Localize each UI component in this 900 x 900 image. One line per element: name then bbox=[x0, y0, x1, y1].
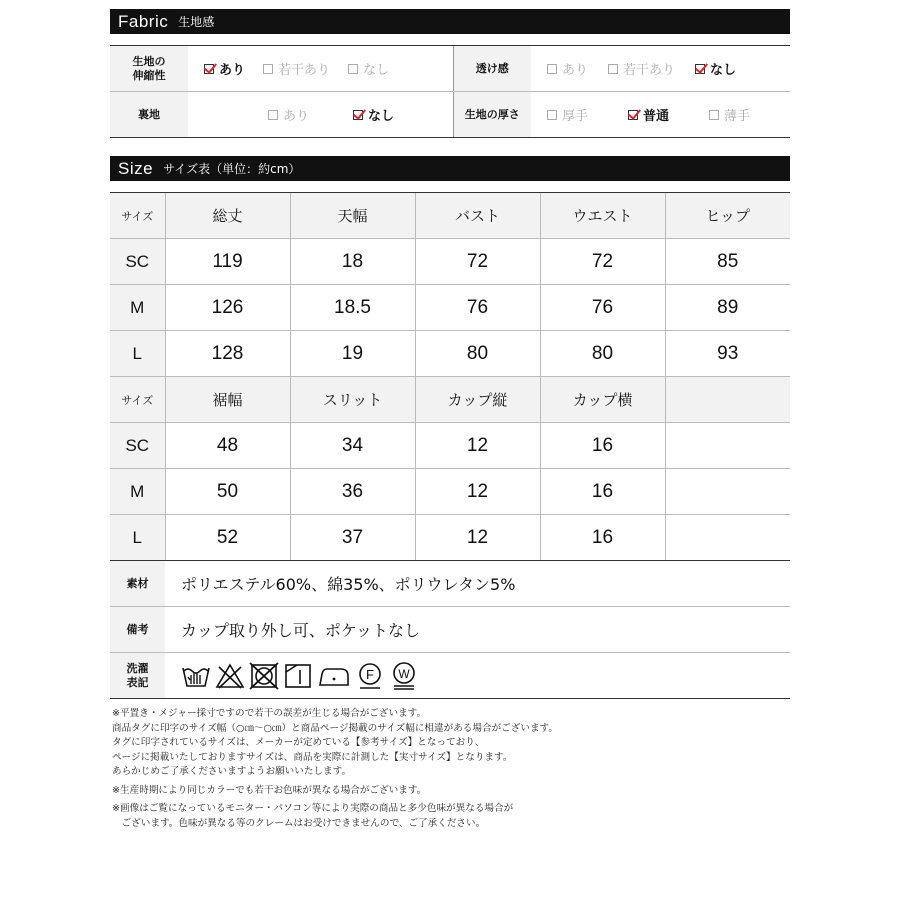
stretch-label bbox=[110, 46, 188, 92]
size-value-cell: 16 bbox=[540, 423, 665, 469]
line-dry-icon bbox=[283, 662, 313, 690]
thickness-option-0 bbox=[547, 105, 588, 124]
size-value-cell: 16 bbox=[540, 515, 665, 561]
thickness-options bbox=[531, 92, 790, 138]
size-subtitle: サイズ表（単位：約cm） bbox=[163, 162, 301, 176]
stretch-label-line: 伸縮性 bbox=[132, 68, 166, 82]
size-value-cell: 50 bbox=[165, 469, 290, 515]
empty-box-icon bbox=[263, 64, 273, 74]
size-header-cell: ウエスト bbox=[540, 193, 665, 239]
stretch-option-2 bbox=[348, 59, 389, 78]
no-bleach-icon bbox=[215, 662, 245, 690]
info-table bbox=[110, 561, 790, 699]
low-iron-icon bbox=[317, 662, 351, 690]
size-header-cell: スリット bbox=[290, 377, 415, 423]
size-column-label: サイズ bbox=[110, 193, 165, 239]
size-value-cell: 126 bbox=[165, 285, 290, 331]
size-value-cell: 18 bbox=[290, 239, 415, 285]
note-line: ※生産時期により同じカラーでも若干お色味が異なる場合がございます。 bbox=[112, 784, 427, 796]
thickness-option-2 bbox=[709, 105, 750, 124]
remarks-label: 備考 bbox=[110, 607, 165, 653]
fabric-table bbox=[110, 46, 790, 138]
size-value-cell: 36 bbox=[290, 469, 415, 515]
size-value-cell: 80 bbox=[415, 331, 540, 377]
remarks-row bbox=[110, 607, 790, 653]
size-name-cell: SC bbox=[110, 239, 165, 285]
dry-clean-f-icon bbox=[355, 662, 385, 690]
care-label-text bbox=[127, 662, 149, 689]
care-row bbox=[110, 653, 790, 699]
thickness-option-label: 厚手 bbox=[562, 109, 589, 124]
size-row bbox=[110, 331, 790, 377]
note-line: ※平置き・メジャー採寸ですので若干の誤差が生じる場合がございます。 bbox=[112, 708, 427, 719]
stretch-option-1 bbox=[263, 59, 330, 78]
lining-option-label: なし bbox=[368, 109, 395, 124]
remarks-value: カップ取り外し可、ポケットなし bbox=[165, 607, 790, 653]
stretch-options bbox=[188, 46, 453, 92]
sheer-options bbox=[531, 46, 790, 92]
size-name-cell: SC bbox=[110, 423, 165, 469]
size-value-cell: 48 bbox=[165, 423, 290, 469]
size-table bbox=[110, 193, 790, 561]
note-line: ページに掲載いたしておりますサイズは、商品を実際に計測した【実寸サイズ】となります。 bbox=[112, 751, 513, 763]
size-value-cell: 128 bbox=[165, 331, 290, 377]
size-value-cell: 85 bbox=[665, 239, 790, 285]
svg-text:F: F bbox=[366, 666, 374, 682]
thickness-option-label: 薄手 bbox=[724, 109, 751, 124]
sheer-option-2 bbox=[695, 59, 736, 78]
fabric-row-stretch-sheer bbox=[110, 46, 790, 92]
care-icons bbox=[165, 653, 790, 699]
sheer-option-0 bbox=[547, 59, 588, 78]
size-value-cell: 52 bbox=[165, 515, 290, 561]
size-header-cell: カップ横 bbox=[540, 377, 665, 423]
size-header-cell: バスト bbox=[415, 193, 540, 239]
thickness-option-1 bbox=[628, 105, 669, 124]
thickness-label: 生地の厚さ bbox=[453, 92, 531, 138]
stretch-label-line: 生地の bbox=[132, 54, 166, 68]
size-title: Size bbox=[118, 158, 154, 178]
checked-box-icon bbox=[353, 110, 363, 120]
no-tumble-dry-icon bbox=[249, 662, 279, 690]
size-name-cell: M bbox=[110, 285, 165, 331]
material-label: 素材 bbox=[110, 561, 165, 607]
size-value-cell: 76 bbox=[540, 285, 665, 331]
note-line: タグに印字されているサイズは、メーカーが定めている【参考サイズ】となっており、 bbox=[112, 737, 485, 748]
checked-box-icon bbox=[204, 64, 214, 74]
note-line: あらかじめご了承くださいますようお願いいたします。 bbox=[112, 766, 352, 777]
notes bbox=[112, 707, 558, 831]
size-value-cell: 19 bbox=[290, 331, 415, 377]
size-name-cell: L bbox=[110, 331, 165, 377]
stretch-option-0 bbox=[204, 59, 245, 78]
material-value: ポリエステル60%、綿35%、ポリウレタン5% bbox=[165, 561, 790, 607]
size-name-cell: M bbox=[110, 469, 165, 515]
size-column-label: サイズ bbox=[110, 377, 165, 423]
size-row bbox=[110, 515, 790, 561]
sheer-option-label: 若干あり bbox=[623, 63, 676, 78]
svg-text:W: W bbox=[398, 666, 410, 681]
stretch-option-label: あり bbox=[219, 63, 246, 78]
wet-clean-w-icon bbox=[389, 661, 419, 691]
size-header-cell: 天幅 bbox=[290, 193, 415, 239]
note-line: ※画像はご覧になっているモニター・パソコン等により実際の商品と多少色味が異なる場合が bbox=[112, 803, 514, 814]
size-value-cell: 12 bbox=[415, 423, 540, 469]
size-value-cell bbox=[665, 423, 790, 469]
size-section-bar bbox=[110, 156, 790, 181]
lining-option-label: あり bbox=[283, 109, 310, 124]
stretch-label-text bbox=[133, 55, 166, 82]
size-value-cell: 34 bbox=[290, 423, 415, 469]
size-value-cell bbox=[665, 515, 790, 561]
note-line: 商品タグに印字のサイズ幅（○㎝～○㎝）と商品ページ掲載のサイズ幅に相違がある場合がございます。 bbox=[112, 722, 558, 734]
size-value-cell: 76 bbox=[415, 285, 540, 331]
empty-box-icon bbox=[608, 64, 618, 74]
size-header-cell: 裾幅 bbox=[165, 377, 290, 423]
fabric-row-lining-thickness bbox=[110, 92, 790, 138]
size-value-cell: 12 bbox=[415, 515, 540, 561]
care-label-line: 表記 bbox=[126, 675, 149, 689]
size-value-cell: 37 bbox=[290, 515, 415, 561]
lining-options bbox=[188, 92, 453, 138]
lining-option-0 bbox=[268, 105, 309, 124]
thickness-option-label: 普通 bbox=[643, 109, 670, 124]
lining-label: 裏地 bbox=[110, 92, 188, 138]
size-value-cell: 80 bbox=[540, 331, 665, 377]
size-header-cell: 総丈 bbox=[165, 193, 290, 239]
stretch-option-label: なし bbox=[363, 63, 390, 78]
checked-box-icon bbox=[628, 110, 638, 120]
size-header-cell: ヒップ bbox=[665, 193, 790, 239]
sheer-option-label: あり bbox=[562, 63, 589, 78]
material-row bbox=[110, 561, 790, 607]
sheer-option-label: なし bbox=[710, 63, 737, 78]
size-value-cell: 18.5 bbox=[290, 285, 415, 331]
size-row bbox=[110, 285, 790, 331]
checked-box-icon bbox=[695, 64, 705, 74]
lining-option-1 bbox=[353, 105, 394, 124]
size-row bbox=[110, 239, 790, 285]
size-header-cell bbox=[665, 377, 790, 423]
stretch-option-label: 若干あり bbox=[278, 63, 331, 78]
size-value-cell: 93 bbox=[665, 331, 790, 377]
note-line: ございます。色味が異なる等のクレームはお受けできませんので、ご了承ください。 bbox=[112, 817, 486, 829]
sheer-label: 透け感 bbox=[453, 46, 531, 92]
empty-box-icon bbox=[348, 64, 358, 74]
empty-box-icon bbox=[547, 64, 557, 74]
care-label-line: 洗濯 bbox=[126, 661, 149, 675]
size-value-cell: 72 bbox=[415, 239, 540, 285]
size-header-cell: カップ縦 bbox=[415, 377, 540, 423]
size-name-cell: L bbox=[110, 515, 165, 561]
size-value-cell: 12 bbox=[415, 469, 540, 515]
size-value-cell: 16 bbox=[540, 469, 665, 515]
size-header-row bbox=[110, 193, 790, 239]
size-row bbox=[110, 469, 790, 515]
size-value-cell bbox=[665, 469, 790, 515]
empty-box-icon bbox=[268, 110, 278, 120]
empty-box-icon bbox=[547, 110, 557, 120]
size-value-cell: 72 bbox=[540, 239, 665, 285]
fabric-subtitle: 生地感 bbox=[178, 15, 215, 29]
fabric-title: Fabric bbox=[118, 11, 169, 31]
size-value-cell: 119 bbox=[165, 239, 290, 285]
size-value-cell: 89 bbox=[665, 285, 790, 331]
sheer-option-1 bbox=[608, 59, 675, 78]
fabric-section-bar bbox=[110, 9, 790, 34]
hand-wash-icon bbox=[181, 662, 211, 690]
size-header-row bbox=[110, 377, 790, 423]
care-label bbox=[110, 653, 165, 699]
empty-box-icon bbox=[709, 110, 719, 120]
size-row bbox=[110, 423, 790, 469]
